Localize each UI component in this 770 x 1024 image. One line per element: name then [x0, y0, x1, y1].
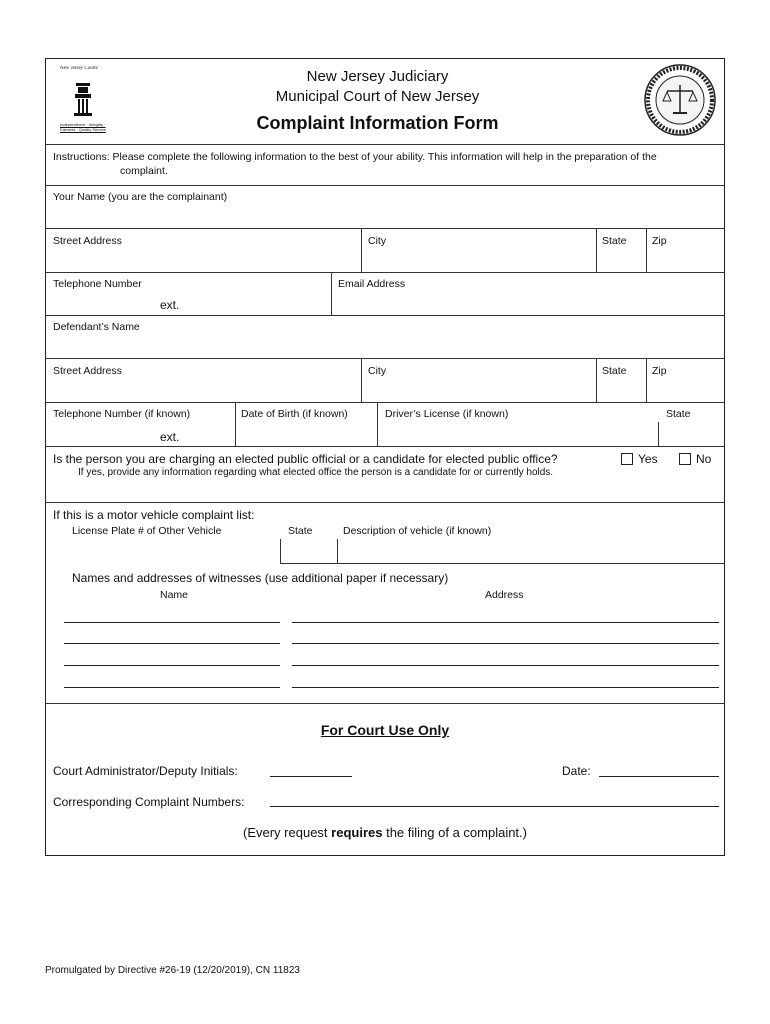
note-text-before: (Every request — [243, 825, 332, 840]
defendant-zip-field[interactable] — [647, 379, 724, 401]
defendant-city-field[interactable] — [362, 379, 595, 401]
complainant-name-label: Your Name (you are the complainant) — [53, 191, 228, 203]
witness-address-column: Address — [485, 589, 524, 601]
vehicle-heading: If this is a motor vehicle complaint list: — [53, 508, 255, 522]
vehicle-plate-field[interactable] — [70, 540, 278, 563]
vehicle-state-label: State — [288, 525, 313, 537]
complainant-city-field[interactable] — [362, 249, 595, 271]
complainant-email-field[interactable] — [332, 292, 724, 314]
no-label: No — [696, 452, 712, 466]
defendant-zip-label: Zip — [652, 365, 667, 377]
witness-name-line[interactable] — [64, 687, 280, 688]
form-title: Complaint Information Form — [256, 113, 499, 133]
defendant-state-label: State — [602, 365, 627, 377]
promulgated-footer: Promulgated by Directive #26-19 (12/20/2019), CN 11823 — [45, 965, 300, 976]
yes-checkbox[interactable] — [621, 453, 633, 465]
defendant-phone-field[interactable] — [46, 423, 156, 445]
defendant-license-state-field[interactable] — [659, 423, 724, 445]
court-use-heading: For Court Use Only — [320, 722, 450, 738]
defendant-state-field[interactable] — [597, 379, 645, 401]
yes-label: Yes — [638, 452, 658, 466]
complainant-state-label: State — [602, 235, 627, 247]
defendant-name-field[interactable] — [46, 335, 724, 357]
witness-name-line[interactable] — [64, 643, 280, 644]
official-question: Is the person you are charging an elected public official or a candidate for elected public office? — [53, 452, 558, 466]
defendant-street-field[interactable] — [46, 379, 360, 401]
court-use-note — [135, 825, 635, 840]
defendant-street-label: Street Address — [53, 365, 122, 377]
defendant-name-label: Defendant’s Name — [53, 321, 140, 333]
official-details-field[interactable] — [46, 481, 724, 501]
witness-address-line[interactable] — [292, 687, 719, 688]
defendant-license-field[interactable] — [378, 423, 657, 445]
note-text-after: the filing of a complaint.) — [382, 825, 527, 840]
complainant-state-field[interactable] — [597, 249, 645, 271]
vehicle-description-label: Description of vehicle (if known) — [343, 525, 492, 537]
complainant-email-label: Email Address — [338, 278, 406, 290]
witness-address-line[interactable] — [292, 665, 719, 666]
defendant-ext-label: ext. — [160, 430, 180, 444]
complainant-street-label: Street Address — [53, 235, 122, 247]
logo-text-bottom: Independence · Integrity · Fairness · Quality Service — [60, 122, 106, 132]
official-followup: If yes, provide any information regarding what elected office the person is a candidate for or currently holds. — [78, 467, 554, 478]
witness-name-line[interactable] — [64, 622, 280, 623]
defendant-dob-label: Date of Birth (if known) — [241, 408, 348, 420]
complainant-zip-field[interactable] — [647, 249, 724, 271]
complainant-phone-field[interactable] — [46, 292, 156, 314]
complainant-zip-label: Zip — [652, 235, 667, 247]
witness-address-line[interactable] — [292, 622, 719, 623]
initials-label: Court Administrator/Deputy Initials: — [53, 764, 238, 778]
witness-name-line[interactable] — [64, 665, 280, 666]
witnesses-heading: Names and addresses of witnesses (use additional paper if necessary) — [72, 571, 449, 585]
complaint-numbers-field[interactable] — [270, 806, 719, 807]
vehicle-state-field[interactable] — [282, 540, 336, 563]
initials-field[interactable] — [270, 776, 352, 777]
court-name: Municipal Court of New Jersey — [275, 88, 480, 105]
defendant-ext-field[interactable] — [185, 423, 234, 445]
instructions-line-2: complaint. — [120, 165, 168, 177]
complainant-ext-field[interactable] — [185, 292, 330, 314]
witness-name-column: Name — [160, 589, 189, 601]
complainant-street-field[interactable] — [46, 249, 360, 271]
complainant-ext-label: ext. — [160, 298, 180, 312]
date-field[interactable] — [599, 776, 719, 777]
note-text-bold: requires — [331, 825, 383, 840]
logo-text-top: New Jersey Courts — [60, 66, 98, 71]
defendant-dob-field[interactable] — [236, 423, 376, 445]
defendant-phone-label: Telephone Number (if known) — [53, 408, 191, 420]
org-name: New Jersey Judiciary — [306, 68, 449, 85]
complainant-phone-label: Telephone Number — [53, 278, 142, 290]
defendant-license-label: Driver’s License (if known) — [385, 408, 509, 420]
complainant-city-label: City — [368, 235, 387, 247]
complainant-name-field[interactable] — [46, 205, 724, 227]
vehicle-plate-label: License Plate # of Other Vehicle — [72, 525, 222, 537]
no-checkbox[interactable] — [679, 453, 691, 465]
defendant-license-state-label: State — [666, 408, 691, 420]
witness-address-line[interactable] — [292, 643, 719, 644]
vehicle-description-field[interactable] — [339, 540, 723, 563]
complaint-numbers-label: Corresponding Complaint Numbers: — [53, 795, 245, 809]
date-label: Date: — [562, 764, 591, 778]
defendant-city-label: City — [368, 365, 387, 377]
instructions-line-1: Instructions: Please complete the following information to the best of your ability. This information will help in the preparation of the — [53, 151, 657, 163]
